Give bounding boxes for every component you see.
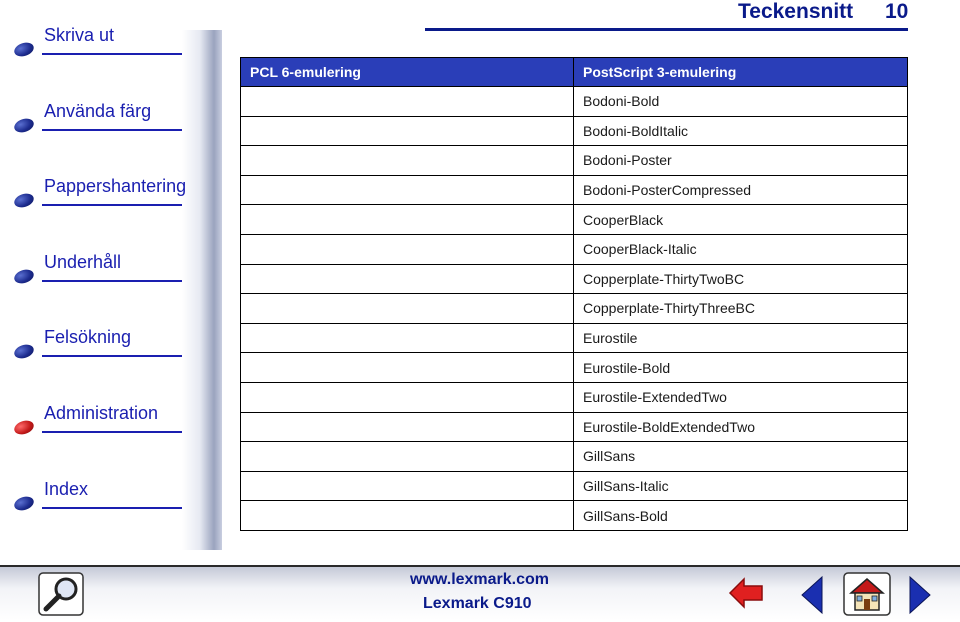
- postscript-cell: Bodoni-PosterCompressed: [574, 175, 908, 205]
- postscript-cell: Eurostile-Bold: [574, 353, 908, 383]
- magnifier-icon: [38, 571, 86, 617]
- search-button[interactable]: [38, 571, 86, 622]
- pcl-cell: [241, 471, 574, 501]
- bullet-icon-active: [12, 418, 35, 437]
- sidebar-item-underline: [42, 53, 182, 55]
- sidebar-item-underline: [42, 280, 182, 282]
- table-row: [241, 382, 908, 412]
- sidebar-item-anvanda-farg[interactable]: [10, 91, 182, 141]
- sidebar-item-label: Felsökning: [44, 327, 132, 347]
- header-divider: [425, 28, 908, 31]
- sidebar-item-underline: [42, 204, 182, 206]
- table-row: [241, 264, 908, 294]
- pcl-cell: [241, 205, 574, 235]
- page-title: Teckensnitt: [738, 0, 854, 23]
- sidebar-item-label: Skriva ut: [44, 25, 115, 45]
- house-icon: [843, 571, 891, 617]
- sidebar-item-label: Pappershantering: [44, 176, 187, 196]
- bullet-icon: [12, 267, 35, 286]
- footer-url-link[interactable]: www.lexmark.com: [410, 571, 550, 588]
- bullet-icon: [12, 116, 35, 135]
- pcl-cell: [241, 412, 574, 442]
- sidebar-item-label: Index: [44, 479, 89, 499]
- postscript-cell: Eurostile-ExtendedTwo: [574, 382, 908, 412]
- pcl-cell: [241, 382, 574, 412]
- pcl-cell: [241, 264, 574, 294]
- page-number: 10: [885, 0, 909, 23]
- postscript-cell: Bodoni-BoldItalic: [574, 116, 908, 146]
- postscript-cell: Bodoni-Poster: [574, 146, 908, 176]
- triangle-right-icon: [908, 575, 932, 615]
- sidebar-item-label: Använda färg: [44, 101, 152, 121]
- sidebar-item-underline: [42, 129, 182, 131]
- pcl-cell: [241, 353, 574, 383]
- previous-page-button[interactable]: [800, 575, 824, 620]
- next-page-button[interactable]: [908, 575, 932, 620]
- sidebar-item-administration[interactable]: [10, 393, 182, 443]
- bullet-icon: [12, 494, 35, 513]
- pcl-cell: [241, 175, 574, 205]
- postscript-cell: Copperplate-ThirtyThreeBC: [574, 294, 908, 324]
- sidebar-item-skriva-ut[interactable]: [10, 15, 182, 65]
- column-header-pcl: PCL 6-emulering: [241, 58, 574, 87]
- postscript-cell: Eurostile: [574, 323, 908, 353]
- sidebar-item-underline: [42, 507, 182, 509]
- table-row: [241, 412, 908, 442]
- table-row: [241, 353, 908, 383]
- sidebar-item-underline: [42, 355, 182, 357]
- sidebar-item-label: Administration: [44, 403, 159, 423]
- go-back-button[interactable]: [728, 575, 764, 616]
- pcl-cell: [241, 323, 574, 353]
- sidebar-item-underhall[interactable]: [10, 242, 182, 292]
- pcl-cell: [241, 234, 574, 264]
- table-row: [241, 146, 908, 176]
- bullet-icon: [12, 40, 35, 59]
- font-table: [240, 57, 908, 531]
- table-row: [241, 501, 908, 531]
- sidebar-shadow: [182, 30, 222, 550]
- table-row: [241, 294, 908, 324]
- sidebar-item-felsokning[interactable]: [10, 317, 182, 367]
- table-header-row: [241, 58, 908, 87]
- bottom-toolbar: [0, 565, 960, 620]
- table-row: [241, 471, 908, 501]
- postscript-cell: GillSans: [574, 442, 908, 472]
- pcl-cell: [241, 442, 574, 472]
- red-back-arrow-icon: [728, 575, 764, 611]
- pcl-cell: [241, 116, 574, 146]
- pcl-cell: [241, 87, 574, 117]
- postscript-cell: Eurostile-BoldExtendedTwo: [574, 412, 908, 442]
- sidebar-item-underline: [42, 431, 182, 433]
- postscript-cell: CooperBlack: [574, 205, 908, 235]
- bullet-icon: [12, 191, 35, 210]
- table-row: [241, 87, 908, 117]
- pcl-cell: [241, 501, 574, 531]
- table-row: [241, 116, 908, 146]
- pcl-cell: [241, 294, 574, 324]
- postscript-cell: Bodoni-Bold: [574, 87, 908, 117]
- table-row: [241, 175, 908, 205]
- table-row: [241, 442, 908, 472]
- postscript-cell: GillSans-Italic: [574, 471, 908, 501]
- sidebar-item-pappershantering[interactable]: [10, 166, 187, 216]
- table-row: [241, 323, 908, 353]
- table-row: [241, 205, 908, 235]
- sidebar-item-label: Underhåll: [44, 252, 122, 272]
- postscript-cell: Copperplate-ThirtyTwoBC: [574, 264, 908, 294]
- footer-model-text: Lexmark C910: [423, 595, 532, 612]
- triangle-left-icon: [800, 575, 824, 615]
- bullet-icon: [12, 342, 35, 361]
- sidebar-item-index[interactable]: [10, 469, 182, 519]
- postscript-cell: CooperBlack-Italic: [574, 234, 908, 264]
- postscript-cell: GillSans-Bold: [574, 501, 908, 531]
- home-button[interactable]: [843, 571, 891, 622]
- sidebar-nav: [0, 0, 230, 560]
- column-header-postscript: PostScript 3-emulering: [574, 58, 908, 87]
- table-row: [241, 234, 908, 264]
- pcl-cell: [241, 146, 574, 176]
